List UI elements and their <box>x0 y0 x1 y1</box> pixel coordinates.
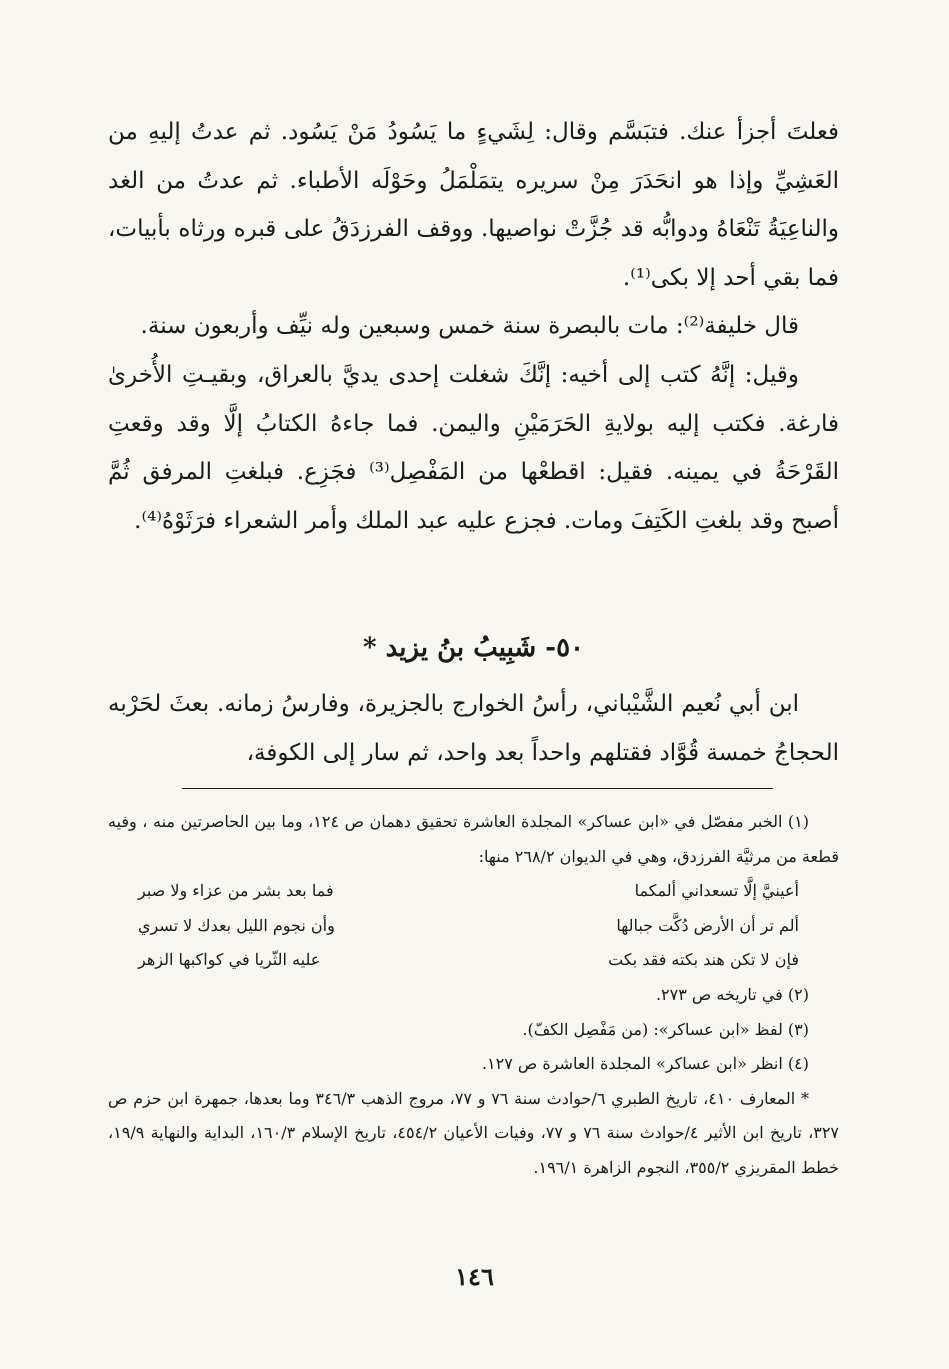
verse-3-second-hemistich: عليه الثّريا في كواكبها الزهر <box>138 950 321 970</box>
entry-paragraph-1: ابن أبي نُعيم الشَّيْباني، رأسُ الخوارج بالجزيرة، وفارسُ زمانه. بعثَ لحَرْبه الحجاجُ خمسة قُوَّاد فقتلهم واحداً بعد واحد، ثم سار إلى الكوفة، <box>108 691 839 766</box>
footnote-divider <box>182 788 773 789</box>
verse-line-3 <box>108 943 839 978</box>
paragraph-1: فعلتَ أجزأ عنك. فتبَسَّم وقال: لِشَيءٍ ما يَسُودُ مَنْ يَسُود. ثم عدتُ إليهِ من العَشِيِّ وإذا هو انحَدَرَ مِنْ سريره يتمَلْمَلُ وحَوْلَه الأطباء. ثم عدتُ من الغد والناعِيَةُ تَنْعَاهُ ودوابُّه قد جُزَّتْ نواصيها. ووقف الفرزدَقُ على قبره ورثاه بأبيات، فما بقي أحد إلا بكى⁽¹⁾. <box>108 119 839 291</box>
main-text <box>108 108 839 545</box>
verse-2-first-hemistich: ألم تر أن الأرض دُكَّت جبالها <box>616 915 799 935</box>
footnote-1: (١) الخبر مفصّل في «ابن عساكر» المجلدة العاشرة تحقيق دهمان ص ١٢٤، وما بين الحاصرتين منه ، وفيه قطعة من مرثيَّة الفرزدق، وهي في الديوان ٢٦٨/٢ منها: <box>108 812 839 866</box>
paragraph-2: قال خليفة⁽²⁾: مات بالبصرة سنة خمس وسبعين وله نيِّف وأربعون سنة. <box>140 313 799 340</box>
footnote-sources: * المعارف ٤١٠، تاريخ الطبري ٦/حوادث سنة ٧٦ و ٧٧، مروج الذهب ٣٤٦/٣ وما بعدها، جمهرة ابن حزم ص ٣٢٧، تاريخ ابن الأثير ٤/حوادث سنة ٧٦ و ٧٧، وفيات الأعيان ٤٥٤/٢، تاريخ الإسلام ١٦٠/٣، البداية والنهاية ١٩/٩، خطط المقريزي ٣٥٥/٢، النجوم الزاهرة ١٩٦/١. <box>108 1088 840 1177</box>
verse-3-first-hemistich: فإن لا تكن هند بكته فقد بكت <box>608 950 799 970</box>
verse-1-first-hemistich: أعينيَّ إلَّا تسعداني ألمكما <box>634 881 799 901</box>
footnote-4: (٤) انظر «ابن عساكر» المجلدة العاشرة ص ١٢٧. <box>481 1054 809 1074</box>
paragraph-3: وقيل: إنَّهُ كتب إلى أخيه: إنَّكَ شغلت إحدى يديَّ بالعراق، وبقيـتِ الأُخرىٰ فارغة. فكتب إليه بولايةِ الحَرَمَيْنِ واليمن. فما جاءهُ الكتابُ إلَّا وقد وقعتِ القَرْحَةُ في يمينه. فقيل: اقطعْها من المَفْصِل⁽³⁾ فجَزِع. فبلغتِ المرفق ثُمَّ أصبح وقد بلغتِ الكَتِفَ ومات. فجزع عليه عبد الملك وأمر الشعراء فرَثَوْهُ⁽⁴⁾. <box>108 361 840 534</box>
verse-line-2 <box>108 909 839 944</box>
entry-text <box>108 680 839 777</box>
entry-heading: ٥٠- شَبِيبُ بنُ يزيد * <box>362 633 585 663</box>
verse-2-second-hemistich: وأن نجوم الليل بعدك لا تسري <box>138 915 335 935</box>
footnote-3: (٣) لفظ «ابن عساكر»: (من مَفْصِل الكفّ). <box>522 1019 809 1039</box>
footnotes <box>108 805 839 1186</box>
verse-line-1 <box>108 874 839 909</box>
footnote-2: (٢) في تاريخه ص ٢٧٣. <box>655 984 809 1004</box>
verse-1-second-hemistich: فما بعد بشر من عزاء ولا صبر <box>138 881 334 901</box>
page-number: ١٤٦ <box>455 1262 494 1291</box>
